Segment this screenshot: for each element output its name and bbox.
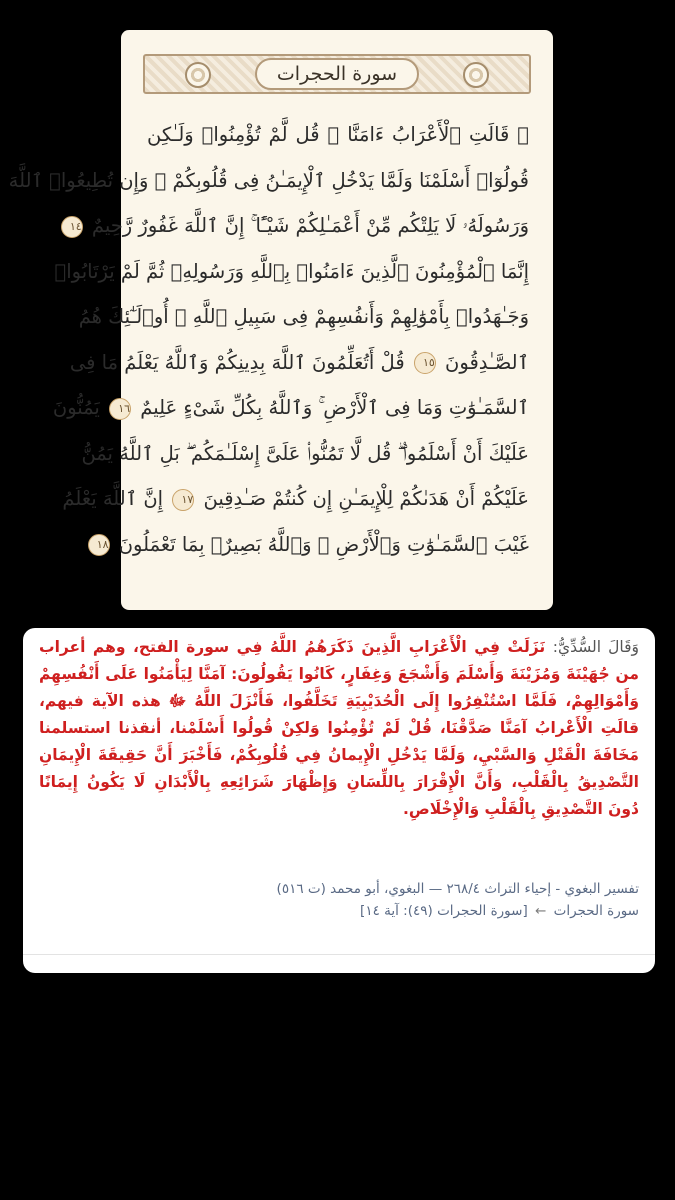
ayah-line: ۞ قَالَتِ ٱلْأَعْرَابُ ءَامَنَّا ۖ قُل لَّمْ تُؤْمِنُوا۟ وَلَـٰكِن [147,123,529,146]
ayah-line [69,203,529,249]
tafsir-source-link[interactable]: تفسير البغوي - إحياء التراث ٢٦٨/٤ — البغوي، أبو محمد (ت ٥١٦) [276,881,639,897]
surah-title: سورة الحجرات [255,58,419,90]
tafsir-text: نَزَلَتْ فِي الْأَعْرَابِ الَّذِينَ ذَكَرَهُمُ اللَّهُ فِي سورة الفتح، وهم أعراب من جُهَيْنَةَ وَمُزَيْنَةَ وَأَسْلَمَ وَأَشْجَعَ وَغِفَارٍ، كَانُوا يَقُولُونَ: آمَنَّا لِيَأْمَنُوا عَلَى أَنْفُسِهِمْ وَأَمْوَالِهِمْ، فَلَمَّا اسْتُنْفِرُوا إِلَى الْحُدَيْبِيَةِ تَخَلَّفُوا، فَأَنْزَلَ اللَّهُ ﷻ هذه الآية فيهم، قالَتِ الْأَعْرابُ آمَنَّا صَدَّقْنَا، قُلْ لَمْ تُؤْمِنُوا وَلكِنْ قُولُوا أَسْلَمْنا، أنقذنا استسلمنا مَخَافَةَ الْقَتْلِ وَالسَّبْيِ، وَلَمَّا يَدْخُلِ الْإِيمانُ فِي قُلُوبِكُمْ، فَأَخْبَرَ أَنَّ حَقِيقَةَ الْإِيمَانِ التَّصْدِيقُ بِالْقَلْبِ، وَأَنَّ الْإِقْرَارَ بِاللِّسَانِ وَإِظْهَارَ شَرَائِعِهِ بِالْأَبْدَانِ لَا يَكُونُ إِيمَانًا دُونَ التَّصْدِيقِ بِالْقَلْبِ وَالْإِخْلَاصِ. [39,638,639,818]
ayah-line: قُولُوٓا۟ أَسْلَمْنَا وَلَمَّا يَدْخُلِ ٱلْإِيمَـٰنُ فِى قُلُوبِكُمْ ۖ وَإِن تُطِيعُوا۟ ٱللَّهَ [8,168,529,192]
tafsir-body [39,634,639,823]
ayah-line [96,522,529,568]
ayah-reference-link[interactable]: [سورة الحجرات (٤٩): آية ١٤] [360,903,528,919]
ayah-segment: قُلْ أَتُعَلِّمُونَ ٱللَّهَ بِدِينِكُمْ وَٱللَّهُ يَعْلَمُ مَا فِى [69,350,405,374]
tafsir-card [23,628,655,973]
ayah-segment: إِنَّ ٱللَّهَ يَعْلَمُ [62,487,164,510]
ayah-segment: ٱلصَّـٰدِقُونَ [445,350,529,374]
ayah-line: إِنَّمَا ٱلْمُؤْمِنُونَ ٱلَّذِينَ ءَامَنُوا۟ بِٱللَّهِ وَرَسُولِهِۦ ثُمَّ لَمْ يَرْتَابُوا۟ [54,259,529,283]
ayah-line [62,476,529,522]
ayah-number-marker[interactable]: ١٨ [88,534,110,556]
ayah-segment: وَرَسُولَهُۥ لَا يَلِتْكُم مِّنْ أَعْمَـٰلِكُمْ شَيْـًٔا ۚ إِنَّ ٱللَّهَ غَفُورٌ رَّحِيمٌ [91,214,529,237]
rosette-ornament-icon [463,62,489,88]
ayah-number-marker[interactable]: ١٤ [61,216,83,238]
ayah-line [69,340,529,386]
tafsir-reference [39,878,639,922]
quran-page-card [8,30,553,610]
arrow-left-icon: ← [535,903,547,919]
divider [23,954,655,955]
rosette-ornament-icon [185,62,211,88]
ayah-number-marker[interactable]: ١٥ [414,352,436,374]
ayah-line: عَلَيْكَ أَنْ أَسْلَمُوا۟ ۖ قُل لَّا تَمُنُّوا۟ عَلَىَّ إِسْلَـٰمَكُم ۖ بَلِ ٱللَّهُ يَمُنُّ [81,441,529,465]
ayah-line [52,385,529,431]
ayah-line: وَجَـٰهَدُوا۟ بِأَمْوَٰلِهِمْ وَأَنفُسِهِمْ فِى سَبِيلِ ٱللَّهِ ۚ أُو۟لَـٰٓئِكَ هُمُ [78,305,529,328]
ayah-segment: يَمُنُّونَ [52,396,100,419]
surah-link[interactable]: سورة الحجرات [553,903,639,919]
ayah-number-marker[interactable]: ١٧ [172,489,194,511]
surah-ayah-reference [39,900,639,922]
surah-header-frame [143,54,531,94]
ayah-segment: عَلَيْكُمْ أَنْ هَدَىٰكُمْ لِلْإِيمَـٰنِ إِن كُنتُمْ صَـٰدِقِينَ [203,487,529,510]
ayah-number-marker[interactable]: ١٦ [109,398,131,420]
ayah-segment: ٱلسَّمَـٰوَٰتِ وَمَا فِى ٱلْأَرْضِ ۚ وَٱللَّهُ بِكُلِّ شَىْءٍ عَلِيمٌ [140,396,529,419]
tafsir-narrator: وَقَالَ السُّدِّيُّ: [552,638,639,656]
ayah-segment: غَيْبَ ٱلسَّمَـٰوَٰتِ وَٱلْأَرْضِ ۚ وَٱللَّهُ بَصِيرٌۢ بِمَا تَعْمَلُونَ [118,532,529,556]
ayah-text-block [8,112,529,567]
